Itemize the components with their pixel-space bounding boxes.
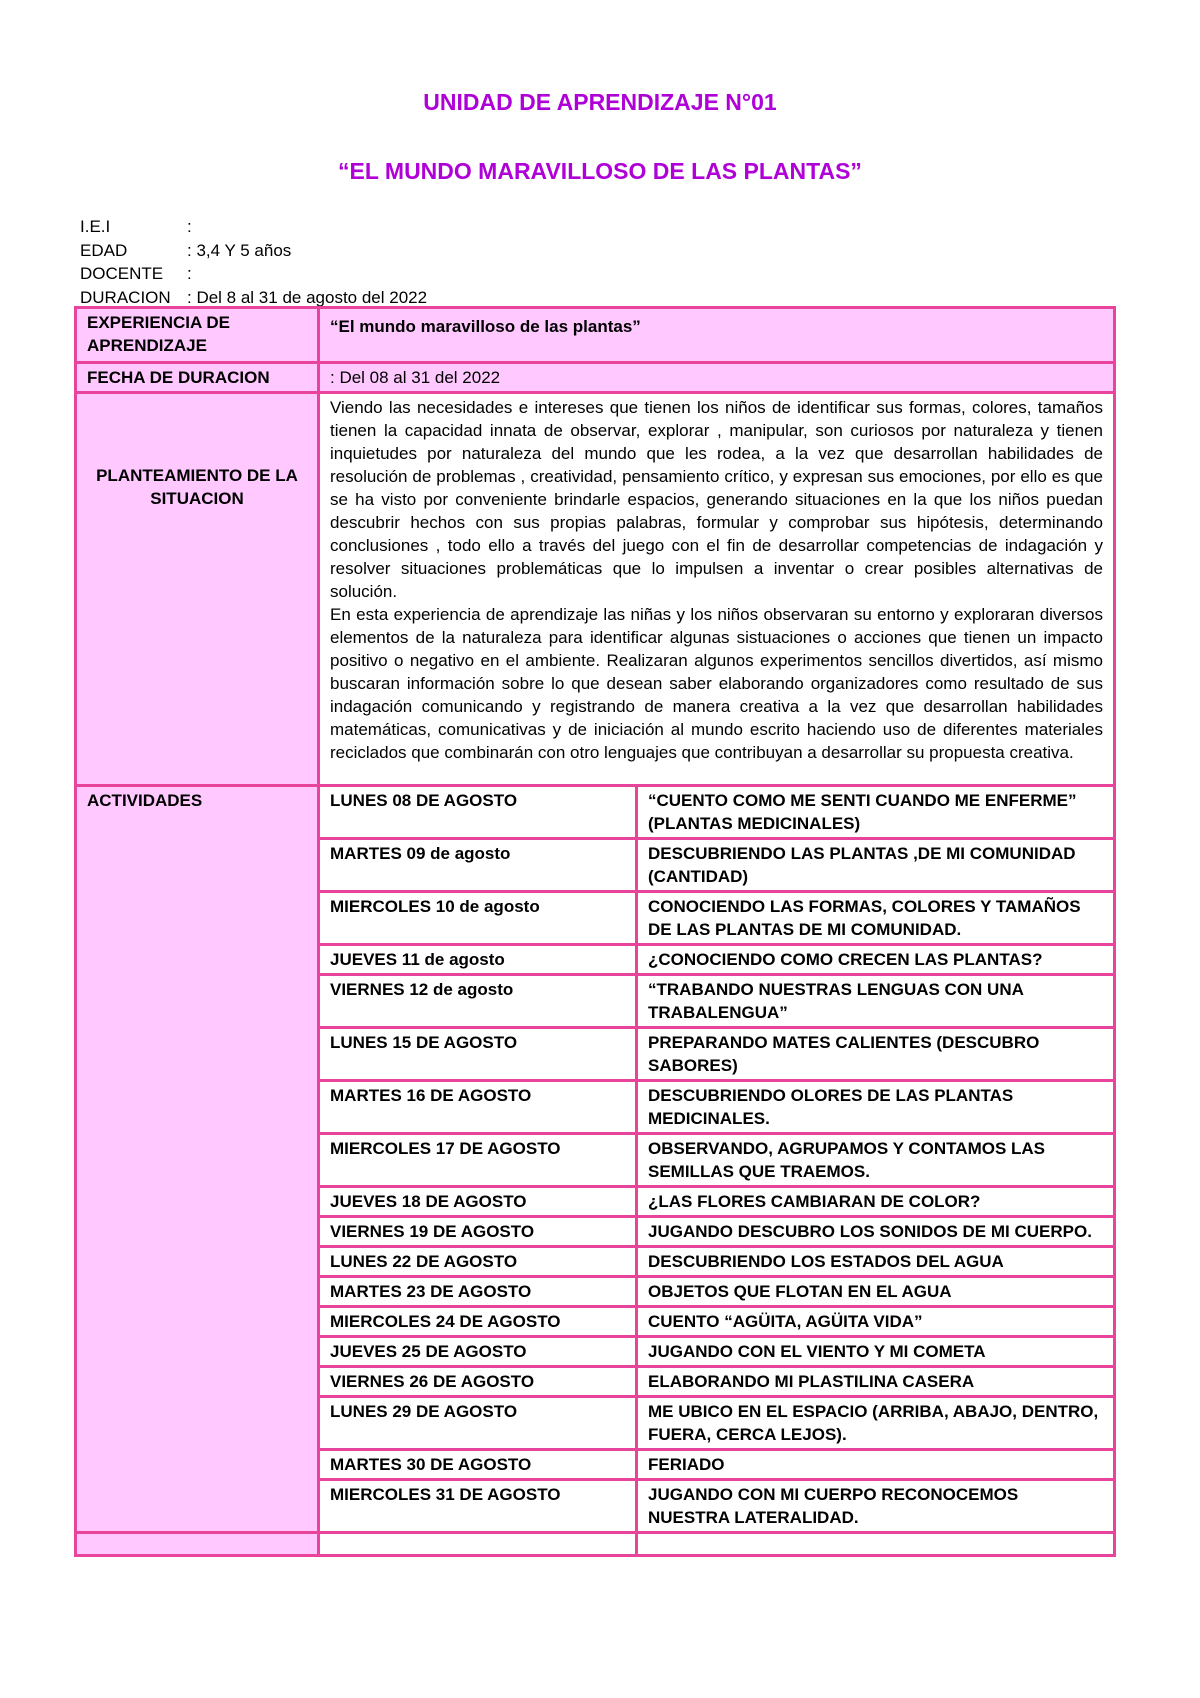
info-value: : [187, 264, 192, 283]
info-value: : [187, 217, 192, 236]
row-fecha [76, 363, 1115, 393]
info-row-edad [80, 239, 427, 263]
activity-day: MARTES 23 DE AGOSTO [319, 1277, 637, 1307]
experiencia-value: “El mundo maravilloso de las plantas” [319, 308, 1115, 363]
activity-title: “TRABANDO NUESTRAS LENGUAS CON UNA TRABALENGUA” [637, 975, 1115, 1028]
planteamiento-label: PLANTEAMIENTO DE LA SITUACION [76, 393, 319, 786]
info-row-docente [80, 262, 427, 286]
activity-day: MIERCOLES 17 DE AGOSTO [319, 1134, 637, 1187]
activity-title: DESCUBRIENDO LOS ESTADOS DEL AGUA [637, 1247, 1115, 1277]
activity-title: JUGANDO CON MI CUERPO RECONOCEMOS NUESTRA LATERALIDAD. [637, 1480, 1115, 1533]
activity-title: JUGANDO DESCUBRO LOS SONIDOS DE MI CUERPO. [637, 1217, 1115, 1247]
learning-unit-table [74, 306, 1116, 1557]
activity-title: “CUENTO COMO ME SENTI CUANDO ME ENFERME” (PLANTAS MEDICINALES) [637, 786, 1115, 839]
empty-cell [319, 1533, 637, 1556]
info-key: I.E.I [80, 217, 111, 236]
activity-day: MARTES 30 DE AGOSTO [319, 1450, 637, 1480]
activity-day: VIERNES 12 de agosto [319, 975, 637, 1028]
activity-day: JUEVES 11 de agosto [319, 945, 637, 975]
planteamiento-text [319, 393, 1115, 786]
fecha-value: : Del 08 al 31 del 2022 [319, 363, 1115, 393]
activity-day: JUEVES 18 DE AGOSTO [319, 1187, 637, 1217]
activity-day: MIERCOLES 24 DE AGOSTO [319, 1307, 637, 1337]
info-value: : Del 8 al 31 de agosto del 2022 [187, 287, 428, 307]
activity-title: OBJETOS QUE FLOTAN EN EL AGUA [637, 1277, 1115, 1307]
fecha-label: FECHA DE DURACION [76, 363, 319, 393]
info-key: DOCENTE [80, 264, 164, 283]
activity-title: DESCUBRIENDO OLORES DE LAS PLANTAS MEDICINALES. [637, 1081, 1115, 1134]
unit-subtitle: “EL MUNDO MARAVILLOSO DE LAS PLANTAS” [338, 158, 862, 184]
activity-day: VIERNES 26 DE AGOSTO [319, 1367, 637, 1397]
activity-day: LUNES 15 DE AGOSTO [319, 1028, 637, 1081]
row-experiencia [76, 308, 1115, 363]
activity-day: JUEVES 25 DE AGOSTO [319, 1337, 637, 1367]
info-key: EDAD [80, 240, 128, 260]
info-block [80, 215, 427, 309]
activity-day: LUNES 22 DE AGOSTO [319, 1247, 637, 1277]
row-planteamiento [76, 393, 1115, 786]
activity-day: MARTES 09 de agosto [319, 839, 637, 892]
info-key: DURACION [80, 287, 171, 307]
actividades-label: ACTIVIDADES [76, 786, 319, 1533]
activity-day: VIERNES 19 DE AGOSTO [319, 1217, 637, 1247]
activity-day: MIERCOLES 10 de agosto [319, 892, 637, 945]
activity-title: CONOCIENDO LAS FORMAS, COLORES Y TAMAÑOS DE LAS PLANTAS DE MI COMUNIDAD. [637, 892, 1115, 945]
activity-day: LUNES 29 DE AGOSTO [319, 1397, 637, 1450]
activity-row [76, 786, 1115, 839]
activity-title: ME UBICO EN EL ESPACIO (ARRIBA, ABAJO, DENTRO, FUERA, CERCA LEJOS). [637, 1397, 1115, 1450]
unit-title: UNIDAD DE APRENDIZAJE N°01 [423, 89, 777, 115]
activity-day: MIERCOLES 31 DE AGOSTO [319, 1480, 637, 1533]
activity-title: CUENTO “AGÜITA, AGÜITA VIDA” [637, 1307, 1115, 1337]
activity-title: JUGANDO CON EL VIENTO Y MI COMETA [637, 1337, 1115, 1367]
activity-day: MARTES 16 DE AGOSTO [319, 1081, 637, 1134]
activity-title: OBSERVANDO, AGRUPAMOS Y CONTAMOS LAS SEMILLAS QUE TRAEMOS. [637, 1134, 1115, 1187]
experiencia-label: EXPERIENCIA DE APRENDIZAJE [76, 308, 319, 363]
planteamiento-paragraph-1: Viendo las necesidades e intereses que tienen los niños de identificar sus formas, colores, tamaños tienen la capacidad innata de observar, explorar , manipular, son curiosos por naturaleza y tienen inquietudes por naturaleza del mundo que les rodea, a la vez que desarrollan habilidades de resolución de problemas , creatividad, pensamiento crítico, y expresan sus emociones, por ello es que se ha visto por conveniente brindarle espacios, generando situaciones en la que los niños puedan descubrir hechos con sus propias palabras, formular y comprobar sus hipótesis, determinando conclusiones , todo ello a través del juego con el fin de desarrollar competencias de indagación y resolver situaciones problemáticas que lo impulsen a inventar o crear posibles alternativas de solución. [330, 398, 1103, 601]
activity-day: LUNES 08 DE AGOSTO [319, 786, 637, 839]
planteamiento-paragraph-2: En esta experiencia de aprendizaje las niñas y los niños observaran su entorno y exploraran diversos elementos de la naturaleza para identificar algunas sistuaciones o acciones que tienen un impacto positivo o negativo en el ambiente. Realizaran algunos experimentos sencillos divertidos, así mismo buscaran información sobre lo que desean saber elaborando organizadores como resultado de sus indagación comunicando y registrando de manera creativa a la vez que desarrollan habilidades matemáticas, comunicativas y de iniciación al mundo escrito haciendo uso de diferentes materiales reciclados que combinarán con otro lenguajes que contribuyan a desarrollar su propuesta creativa. [330, 605, 1103, 762]
activity-title: ¿CONOCIENDO COMO CRECEN LAS PLANTAS? [637, 945, 1115, 975]
empty-row [76, 1533, 1115, 1556]
activity-title: ¿LAS FLORES CAMBIARAN DE COLOR? [637, 1187, 1115, 1217]
activity-title: PREPARANDO MATES CALIENTES (DESCUBRO SABORES) [637, 1028, 1115, 1081]
empty-cell [637, 1533, 1115, 1556]
info-row-iei [80, 215, 427, 239]
activity-title: DESCUBRIENDO LAS PLANTAS ,DE MI COMUNIDAD (CANTIDAD) [637, 839, 1115, 892]
info-value: : 3,4 Y 5 años [187, 240, 292, 260]
empty-cell [76, 1533, 319, 1556]
activity-title: FERIADO [637, 1450, 1115, 1480]
activity-title: ELABORANDO MI PLASTILINA CASERA [637, 1367, 1115, 1397]
